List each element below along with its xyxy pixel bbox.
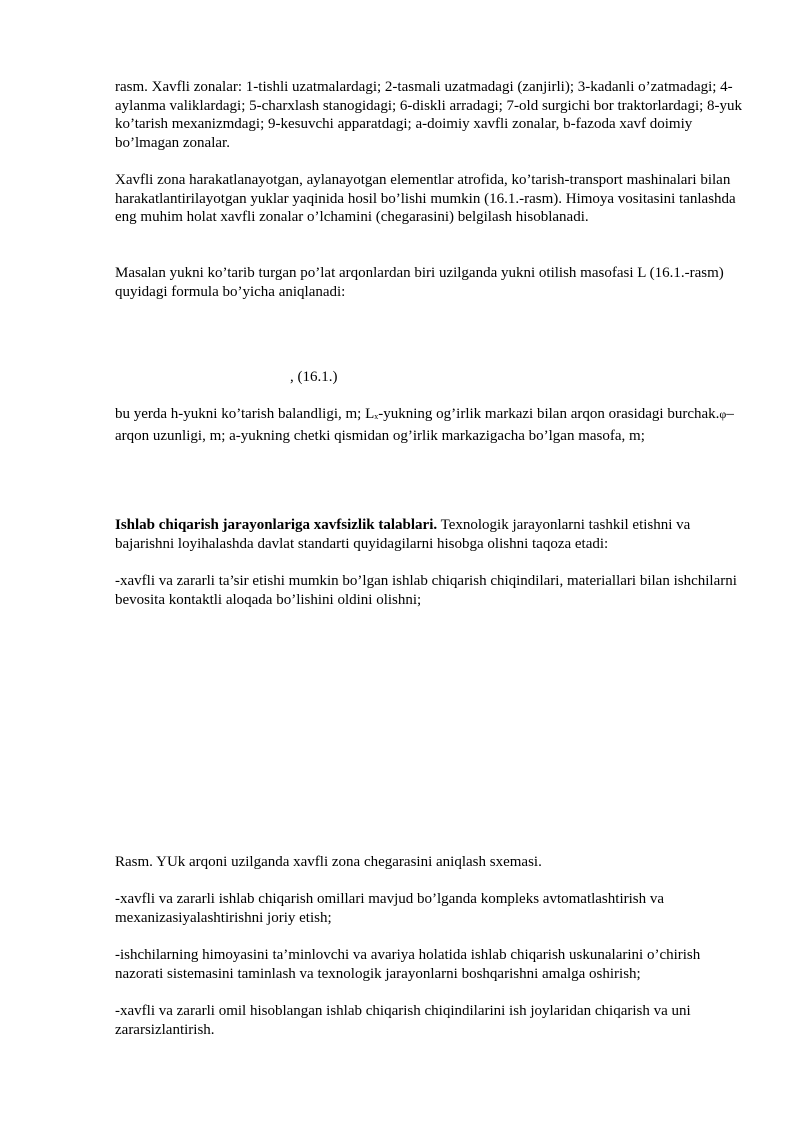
paragraph-explanation xyxy=(115,405,745,445)
list-item-automation: -xavfli va zararli ishlab chiqarish omillari mavjud bo’lganda kompleks avtomatlashtirish va mexanizasiyalashtirishni joriy etish; xyxy=(115,891,665,926)
paragraph-example: Masalan yukni ko’tarib turgan po’lat arqonlardan biri uzilganda yukni otilish masofasi L (16.1.-rasm) quyidagi formula bo’yicha aniqlanadi: xyxy=(115,265,724,300)
explanation-part-3: –arqon uzunligi, m; a-yukning chetki qismidan og’irlik markazigacha bo’lgan masofa, m; xyxy=(115,406,734,444)
explanation-part-2: -yukning og’irlik markazi bilan arqon orasidagi burchak. xyxy=(378,406,720,422)
list-item-protection: -ishchilarning himoyasini ta’minlovchi va avariya holatida ishlab chiqarish uskunalarini o’chirish nazorati sistemasini taminlash va texnologik jarayonlarni boshqarishni amalga oshirish; xyxy=(115,947,701,982)
explanation-part-1: bu yerda h-yukni ko’tarish balandligi, m; L xyxy=(115,406,375,422)
formula-number: , (16.1.) xyxy=(290,369,338,385)
section-heading: Ishlab chiqarish jarayonlariga xavfsizlik talablari. xyxy=(115,517,438,533)
figure-caption-zones: rasm. Xavfli zonalar: 1-tishli uzatmalardagi; 2-tasmali uzatmadagi (zanjirli); 3-kadanli o’zatmadagi; 4-aylanma valiklardagi; 5-charxlash stanogidagi; 6-diskli arradagi; 7-old surgichi bor traktorlardagi; 8-yuk ko’tarish mexanizmdagi; 9-kesuvchi apparatdagi; a-doimiy xavfli zonalar, b-fazoda xavf doimiy bo’lmagan zonalar. xyxy=(115,79,743,151)
figure-caption-rope: Rasm. YUk arqoni uzilganda xavfli zona chegarasini aniqlash sxemasi. xyxy=(115,854,542,870)
paragraph-danger-zone: Xavfli zona harakatlanayotgan, aylanayotgan elementlar atrofida, ko’tarish-transport mashinalari bilan harakatlantirilayotgan yuklar yaqinida hosil bo’lishi mumkin (16.1.-rasm). Himoya vositasini tanlashda eng muhim holat xavfli zonalar o’lchamini (chegarasini) belgilash hisoblanadi. xyxy=(115,172,736,225)
list-item-waste: -xavfli va zararli omil hisoblangan ishlab chiqarish chiqindilarini ish joylaridan chiqarish va uni zararsizlantirish. xyxy=(115,1003,691,1038)
section-paragraph xyxy=(115,516,745,553)
phi-symbol: φ xyxy=(719,407,727,421)
explanation-subscript: x xyxy=(374,412,379,421)
section-text: Texnologik jarayonlarni tashkil etishni va bajarishni loyihalashda davlat standarti quyidagilarni hisobga olishni taqoza etadi: xyxy=(115,517,691,552)
list-item-contact: -xavfli va zararli ta’sir etishi mumkin bo’lgan ishlab chiqarish chiqindilari, materiallari bilan ishchilarni bevosita kontaktli aloqada bo’lishini oldini olishni; xyxy=(115,573,737,608)
